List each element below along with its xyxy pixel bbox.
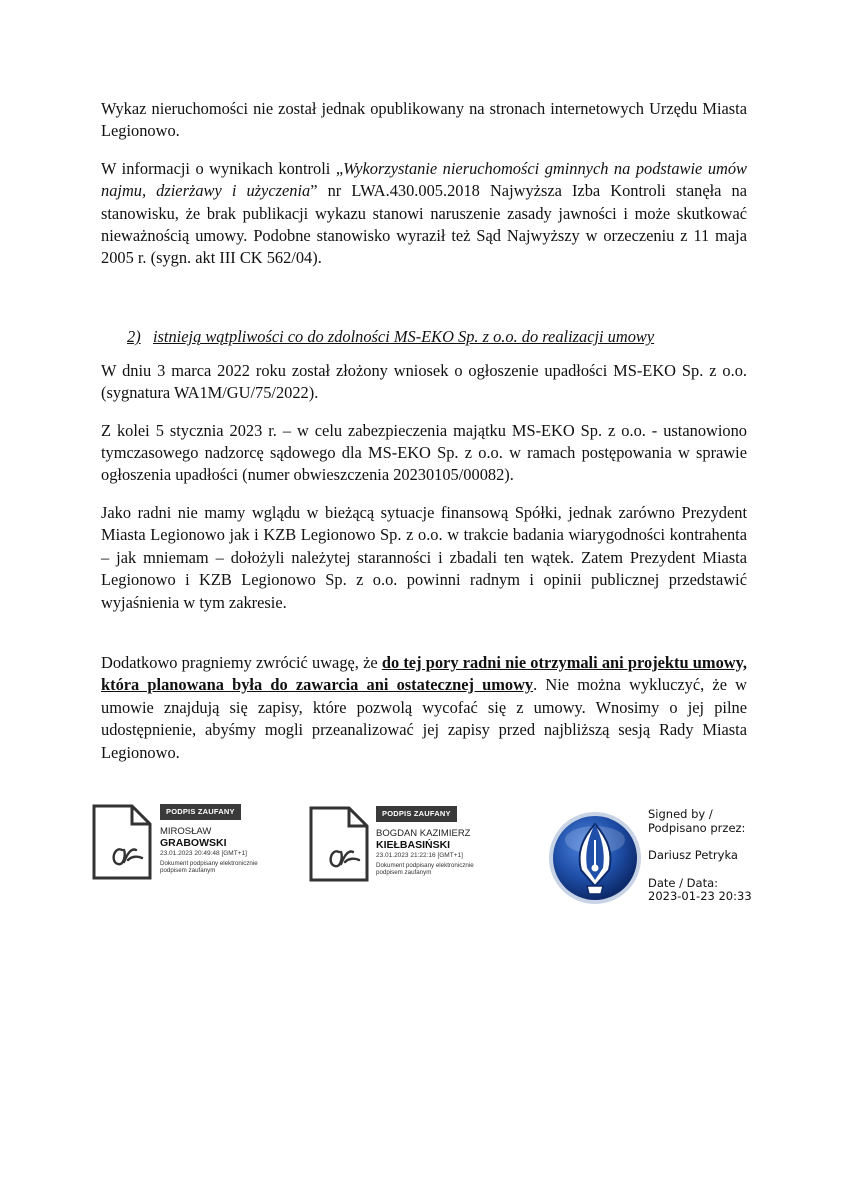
paragraph-nik-body: ” nr LWA.430.005.2018 Najwyższa Izba Kontroli stanęła na stanowisku, że brak publikacji wykazu stanowi naruszenie zasady jawności i może skutkować nieważnością umowy. Podobne stanowisko wyraził też Sąd Najwyższy w orzeczeniu z 11 maja 2005 r. (sygn. akt III CK 562/04).: [101, 181, 747, 268]
paragraph-nik: [101, 158, 747, 270]
signer-last-name: GRABOWSKI: [160, 837, 227, 849]
signature-date: 23.01.2023 20:49:48 [GMT+1]: [160, 850, 247, 857]
paragraph-umowa-body: . Nie można wykluczyć, że w umowie znajdują się zapisy, które pozwolą wycofać się z umowy. Wnosimy o jej pilne udostępnienie, abyśmy mogli przeanalizować jej zapisy przed najbliższą sesją Rady Miasta Legionowo.: [101, 675, 747, 762]
signed-document-icon: [309, 806, 369, 882]
signature-date: 23.01.2023 21:22:16 [GMT+1]: [376, 852, 463, 859]
date-value: 2023-01-23 20:33: [648, 889, 752, 903]
paragraph-wniosek: W dniu 3 marca 2022 roku został złożony wniosek o ogłoszenie upadłości MS-EKO Sp. z o.o. (sygnatura WA1M/GU/75/2022).: [101, 360, 747, 403]
date-label: Date / Data:: [648, 875, 719, 890]
trusted-signature-badge: PODPIS ZAUFANY: [376, 806, 457, 822]
section-heading-2: [127, 326, 747, 348]
paragraph-umowa-intro: Dodatkowo pragniemy zwrócić uwagę, że: [101, 652, 382, 672]
qualified-signature-seal-icon: [547, 810, 643, 906]
paragraph-nadzorca: Z kolei 5 stycznia 2023 r. – w celu zabezpieczenia majątku MS-EKO Sp. z o.o. - ustanowiono tymczasowego nadzorcę sądowego dla MS-EKO Sp. z o.o. w ramach postępowania w sprawie ogłoszenia upadłości (numer obwieszczenia 20230105/00082).: [101, 420, 747, 485]
signature-note: Dokument podpisany elektronicznie podpisem zaufanym: [160, 860, 258, 874]
signer-first-name: BOGDAN KAZIMIERZ: [376, 828, 471, 839]
signer-name: Dariusz Petryka: [648, 848, 738, 862]
signer-last-name: KIEŁBASIŃSKI: [376, 839, 451, 851]
paragraph-umowa-emphasis: do tej pory radni nie otrzymali ani projektu umowy, która planowana była do zawarcia ani ostatecznej umowy: [101, 652, 747, 695]
paragraph-wykaz: Wykaz nieruchomości nie został jednak opublikowany na stronach internetowych Urzędu Miasta Legionowo.: [101, 99, 747, 141]
qualified-signature-info: [648, 808, 768, 904]
document-body: [101, 98, 747, 764]
section-heading-text: istnieją wątpliwości co do zdolności MS-EKO Sp. z o.o. do realizacji umowy: [153, 326, 655, 346]
paragraph-nik-intro: W informacji o wynikach kontroli „: [101, 158, 344, 178]
trusted-signature-1: [92, 804, 292, 894]
paragraph-nik-report-title: Wykorzystanie nieruchomości gminnych na podstawie umów najmu, dzierżawy i użyczenia: [101, 158, 747, 201]
paragraph-radni: Jako radni nie mamy wglądu w bieżącą sytuacje finansową Spółki, jednak zarówno Prezydent Miasta Legionowo jak i KZB Legionowo Sp. z o.o. w trakcie badania wiarygodności kontrahenta – jak mniemam – dołożyli należytej staranności i zbadali ten wątek. Zatem Prezydent Miasta Legionowo i KZB Legionowo Sp. z o.o. powinni radnym i opinii publicznej przedstawić wyjaśnienia w tym zakresie.: [101, 502, 747, 612]
trusted-signature-2: [309, 806, 509, 896]
signature-note: Dokument podpisany elektronicznie podpisem zaufanym: [376, 862, 474, 876]
trusted-signature-badge: PODPIS ZAUFANY: [160, 804, 241, 820]
signer-first-name: MIROSŁAW: [160, 826, 212, 837]
section-heading-number: 2): [127, 326, 141, 346]
signed-document-icon: [92, 804, 152, 880]
paragraph-umowa: [101, 652, 747, 764]
signed-by-label: Signed by / Podpisano przez:: [648, 807, 746, 835]
